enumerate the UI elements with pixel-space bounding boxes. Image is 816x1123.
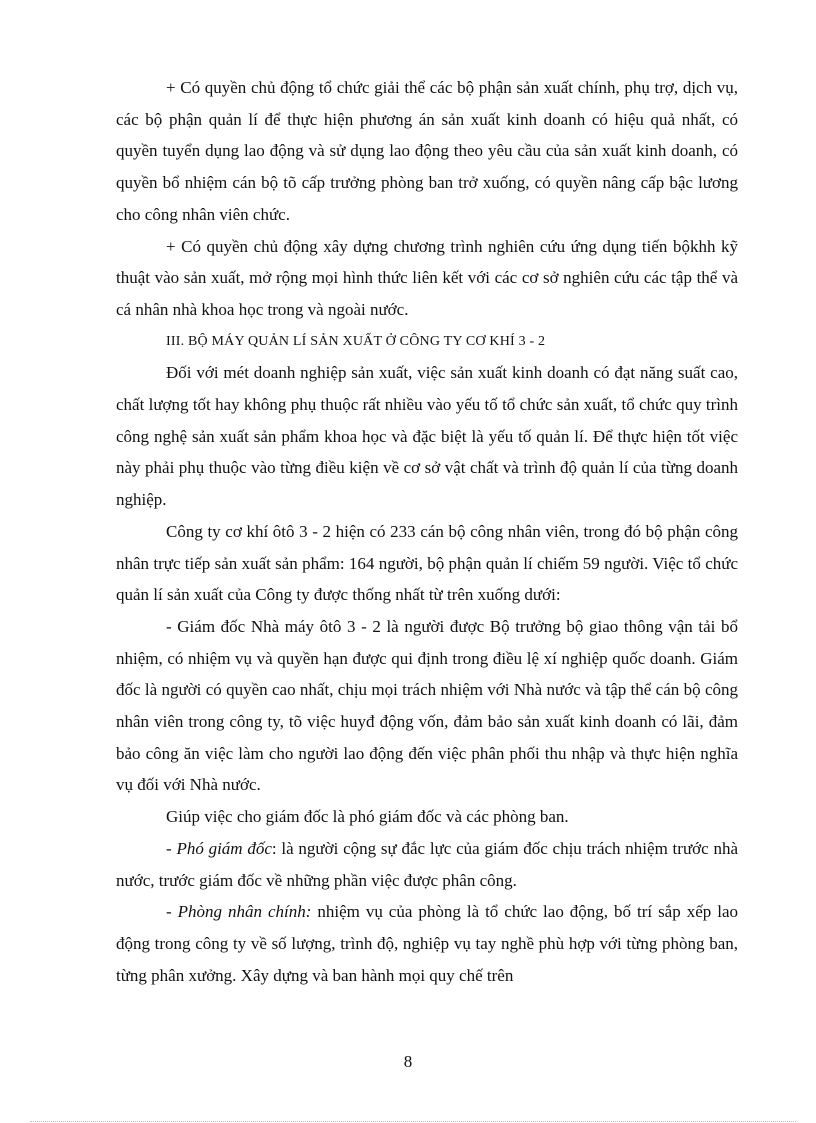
footer-divider bbox=[30, 1121, 796, 1122]
dash-prefix: - bbox=[166, 838, 177, 858]
body-text bbox=[116, 72, 738, 991]
paragraph-personnel-office bbox=[116, 896, 738, 991]
paragraph-management-intro: Đối với mét doanh nghiệp sản xuất, việc sản xuất kinh doanh có đạt năng suất cao, chất lượng tốt hay không phụ thuộc rất nhiều vào yếu tố tổ chức sản xuất, tổ chức quy trình công nghệ sản xuất sản phẩm khoa học và đặc biệt là yếu tố quản lí. Để thực hiện tốt việc này phải phụ thuộc vào từng điều kiện về cơ sở vật chất và trình độ quản lí của từng doanh nghiệp. bbox=[116, 363, 738, 510]
section-heading: III. BỘ MÁY QUẢN LÍ SẢN XUẤT Ở CÔNG TY CƠ KHÍ 3 - 2 bbox=[166, 333, 546, 349]
term-deputy-director: Phó giám đốc bbox=[176, 838, 272, 858]
paragraph-staff-count: Công ty cơ khí ôtô 3 - 2 hiện có 233 cán bộ công nhân viên, trong đó bộ phận công nhân trực tiếp sản xuất sản phẩm: 164 người, bộ phận quản lí chiếm 59 người. Việc tổ chức quản lí sản xuất của Công ty được thống nhất từ trên xuống dưới: bbox=[116, 521, 738, 605]
dash-prefix: - bbox=[166, 902, 178, 922]
personnel-office-description: nhiệm vụ của phòng là tổ chức lao động, bố trí sắp xếp lao động trong công ty về số lượng, trình độ, nghiệp vụ tay nghề phù hợp với từng phòng ban, từng phân xưởng. Xây dựng và ban hành mọi quy chế trên bbox=[116, 902, 738, 985]
paragraph-deputy-director bbox=[116, 833, 738, 896]
paragraph-rights-organization: + Có quyền chủ động tổ chức giải thể các bộ phận sản xuất chính, phụ trợ, dịch vụ, các bộ phận quản lí để thực hiện phương án sản xuất kinh doanh có hiệu quả nhất, có quyền tuyển dụng lao động và sử dụng lao động theo yêu cầu của sản xuất kinh doanh, có quyền bổ nhiệm cán bộ tõ cấp trưởng phòng ban trở xuống, có quyền nâng cấp bậc lương cho công nhân viên chức. bbox=[116, 78, 738, 224]
page-number: 8 bbox=[403, 1052, 413, 1071]
deputy-director-description: : là người cộng sự đắc lực của giám đốc chịu trách nhiệm trước nhà nước, trước giám đốc về những phần việc được phân công. bbox=[116, 838, 738, 890]
paragraph-rights-research: + Có quyền chủ động xây dựng chương trình nghiên cứu ứng dụng tiến bộkhh kỹ thuật vào sản xuất, mở rộng mọi hình thức liên kết với các cơ sở nghiên cứu các tập thể và cá nhân nhà khoa học trong và ngoài nước. bbox=[116, 236, 738, 319]
term-personnel-office: Phòng nhân chính: bbox=[177, 902, 312, 922]
paragraph-assistants: Giúp việc cho giám đốc là phó giám đốc và các phòng ban. bbox=[166, 807, 569, 827]
paragraph-director: - Giám đốc Nhà máy ôtô 3 - 2 là người được Bộ trưởng bộ giao thông vận tải bổ nhiệm, có nhiệm vụ và quyền hạn được qui định trong điều lệ xí nghiệp quốc doanh. Giám đốc là người có quyền cao nhất, chịu mọi trách nhiệm với Nhà nước và tập thể cán bộ công nhân viên trong công ty, tõ việc huyđ động vốn, đảm bảo sản xuất kinh doanh có lãi, đảm bảo công ăn việc làm cho người lao động đến việc phân phối thu nhập và thực hiện nghĩa vụ đối với Nhà nước. bbox=[116, 616, 738, 795]
